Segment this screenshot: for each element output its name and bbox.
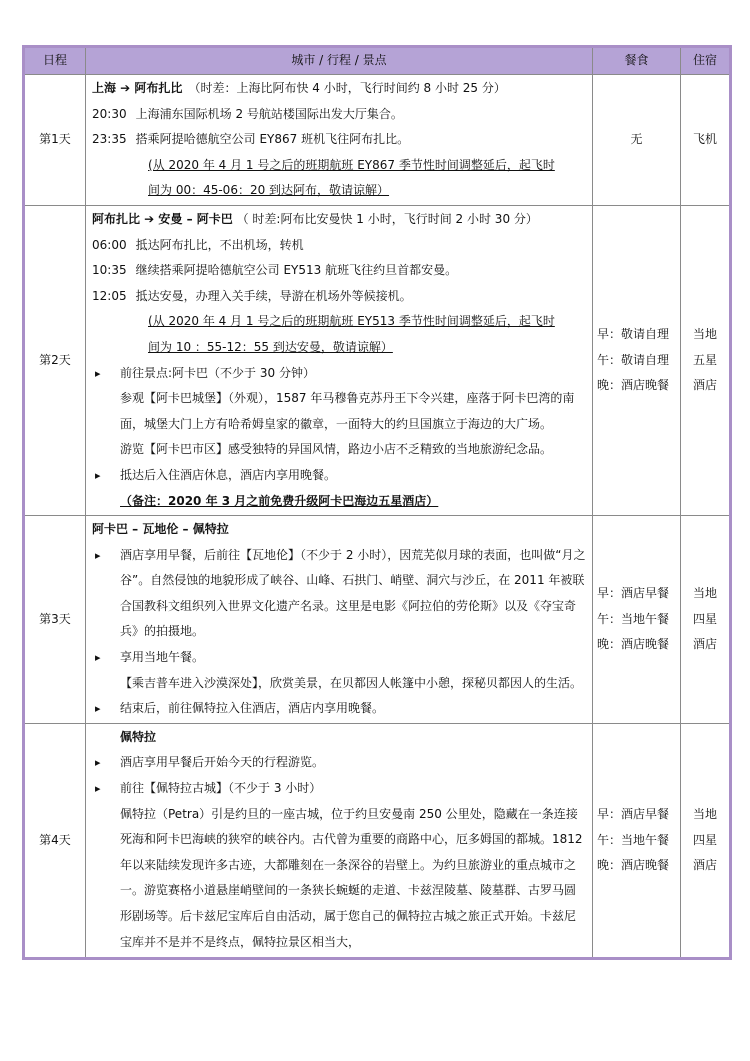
day4-lunch: 午：当地午餐 (597, 832, 670, 847)
day4-detail (86, 723, 593, 958)
day3-breakfast: 早：酒店早餐 (597, 586, 670, 601)
day3-label: 第3天 (24, 516, 86, 724)
day1-time-2-text: 搭乘阿提哈德航空公司 EY867 班机飞往阿布扎比。 (135, 132, 410, 147)
day1-time-2-time: 23:35 (92, 132, 127, 147)
day3-bullet-2: ▸ 享用当地午餐。 (92, 645, 586, 671)
header-hotel: 住宿 (681, 47, 731, 75)
day2-route-note: （ 时差:阿布比安曼快 1 小时，飞行时间 2 小时 30 分） (236, 211, 538, 226)
day2-time-2 (92, 258, 586, 284)
day4-hotel-line-1: 当地 (692, 806, 717, 821)
day2-para-1: 参观【阿卡巴城堡】（外观），1587 年马穆鲁克苏丹王下令兴建，座落于阿卡巴湾的南面，城堡大门上方有哈希姆皇家的徽章，一面特大的约旦国旗立于海边的大广场。 (120, 391, 575, 431)
day2-remark (92, 489, 586, 515)
day2-para-2: 游览【阿卡巴市区】感受独特的异国风情，路边小店不乏精致的当地旅游纪念品。 (120, 442, 553, 457)
day4-row (24, 723, 731, 958)
day1-meal: 无 (593, 75, 681, 206)
day2-time-3-text: 抵达安曼，办理入关手续，导游在机场外等候接机。 (135, 288, 412, 303)
day2-bullet-2: ▸ 抵达后入住酒店休息，酒店内享用晚餐。 (92, 463, 586, 489)
day2-notice-line-2: 间为 10 ：55-12：55 到达安曼，敬请谅解） (148, 339, 393, 354)
day2-time-2-time: 10:35 (92, 263, 127, 278)
day4-route: 佩特拉 (120, 729, 157, 744)
day1-notice (92, 153, 586, 179)
day2-label: 第2天 (24, 205, 86, 515)
day3-route: 阿卡巴 – 瓦地伦 – 佩特拉 (92, 522, 229, 537)
header-day: 日程 (24, 47, 86, 75)
day1-hotel: 飞机 (681, 75, 731, 206)
day4-bullet-1: ▸ 酒店享用早餐后开始今天的行程游览。 (92, 750, 586, 776)
day2-route: 阿布扎比 ➔ 安曼 – 阿卡巴 (92, 211, 233, 226)
day4-label: 第4天 (24, 723, 86, 958)
day3-dinner: 晚：酒店晚餐 (597, 637, 670, 652)
day1-route: 上海 ➔ 阿布扎比 (92, 81, 183, 95)
day2-lunch: 午：敬请自理 (597, 352, 670, 367)
day4-hotel-line-3: 酒店 (692, 858, 717, 873)
day2-notice-line-1: (从 2020 年 4 月 1 号之后的班期航班 EY513 季节性时间调整延后，起飞时 (148, 314, 555, 329)
header-row (24, 47, 731, 75)
day1-time-2 (92, 127, 586, 153)
day2-detail (86, 205, 593, 515)
day3-meals (593, 516, 681, 724)
day1-route-note: （时差：上海比阿布快 4 小时，飞行时间约 8 小时 25 分） (194, 81, 506, 95)
day4-dinner: 晚：酒店晚餐 (597, 858, 670, 873)
day3-hotel-line-1: 当地 (692, 586, 717, 601)
day1-time-1-time: 20:30 (92, 106, 127, 121)
day2-hotel (681, 205, 731, 515)
day2-dinner: 晚：酒店晚餐 (597, 378, 670, 393)
day2-time-1-time: 06:00 (92, 237, 127, 252)
day1-time-1-text: 上海浦东国际机场 2 号航站楼国际出发大厅集合。 (135, 106, 403, 121)
day3-detail (86, 516, 593, 724)
day2-time-1-text: 抵达阿布扎比，不出机场，转机 (135, 237, 304, 252)
day3-lunch: 午：当地午餐 (597, 611, 670, 626)
day4-breakfast: 早：酒店早餐 (597, 806, 670, 821)
day3-para-1: 【乘吉普车进入沙漠深处】，欣赏美景，在贝都因人帐篷中小憩，探秘贝都因人的生活。 (120, 675, 583, 690)
day2-hotel-line-3: 酒店 (692, 378, 717, 393)
day1-row (24, 75, 731, 206)
day2-hotel-line-1: 当地 (692, 327, 717, 342)
day3-hotel-line-2: 四星 (692, 611, 717, 626)
day2-time-2-text: 继续搭乘阿提哈德航空公司 EY513 航班飞往约旦首都安曼。 (135, 263, 458, 278)
day3-bullet-3: ▸ 结束后，前往佩特拉入住酒店，酒店内享用晚餐。 (92, 696, 586, 722)
day3-row (24, 516, 731, 724)
day3-bullet-1: ▸ 酒店享用早餐，后前往【瓦地伦】（不少于 2 小时），因荒芜似月球的表面，也叫做“月之谷”。自然侵蚀的地貌形成了峡谷、山峰、石拱门、峭壁、洞穴与沙丘，在 2011 年被联合国教科文组织列入世界文化遗产名录。这里是电影《阿拉伯的劳伦斯》以及《夺宝奇兵》的拍摄地。 (92, 543, 586, 645)
day2-bullet-1: ▸ 前往景点:阿卡巴（不少于 30 分钟） (92, 361, 586, 387)
day2-meals (593, 205, 681, 515)
itinerary-table (22, 45, 732, 960)
day1-notice-line-2: 间为 00：45-06：20 到达阿布，敬请谅解） (148, 183, 390, 198)
day2-route-line (92, 207, 586, 233)
day2-time-3-time: 12:05 (92, 288, 127, 303)
day1-detail (86, 75, 593, 206)
day2-hotel-line-2: 五星 (692, 352, 717, 367)
day1-time-1 (92, 102, 586, 128)
day2-row (24, 205, 731, 515)
day3-hotel (681, 516, 731, 724)
day4-meals (593, 723, 681, 958)
day4-hotel (681, 723, 731, 958)
day4-para-1: 佩特拉（Petra）引是约旦的一座古城，位于约旦安曼南 250 公里处，隐藏在一条连接死海和阿卡巴海峡的狭窄的峡谷内。古代曾为重要的商路中心，厄多姆国的都城。1812 年以来陆续发现许多古迹，大都雕刻在一条深谷的岩壁上。为约旦旅游业的重点城市之一。游览赛格小道悬崖峭壁间的一条狭长蜿蜒的走道、卡兹涅陵墓、陵墓群、古罗马圆形剧场等。后卡兹尼宝库后自由活动，属于您自己的佩特拉古城之旅正式开始。卡兹尼宝库并不是并不是终点，佩特拉景区相当大， (120, 806, 583, 949)
day2-breakfast: 早：敬请自理 (597, 327, 670, 342)
day2-time-1 (92, 233, 586, 259)
day1-label: 第1天 (24, 75, 86, 206)
day1-route-line (92, 76, 586, 102)
header-meal: 餐食 (593, 47, 681, 75)
day1-notice-line-1: (从 2020 年 4 月 1 号之后的班期航班 EY867 季节性时间调整延后，起飞时 (148, 157, 555, 172)
day4-hotel-line-2: 四星 (692, 832, 717, 847)
day4-bullet-2: ▸ 前往【佩特拉古城】（不少于 3 小时） (92, 776, 586, 802)
day2-remark-text: （备注：2020 年 3 月之前免费升级阿卡巴海边五星酒店） (120, 493, 439, 508)
day3-hotel-line-3: 酒店 (692, 637, 717, 652)
day2-notice-2 (92, 335, 586, 361)
day2-time-3 (92, 284, 586, 310)
day2-notice (92, 309, 586, 335)
day1-notice-2 (92, 178, 586, 204)
header-detail: 城市 / 行程 / 景点 (86, 47, 593, 75)
day4-content (92, 725, 586, 956)
